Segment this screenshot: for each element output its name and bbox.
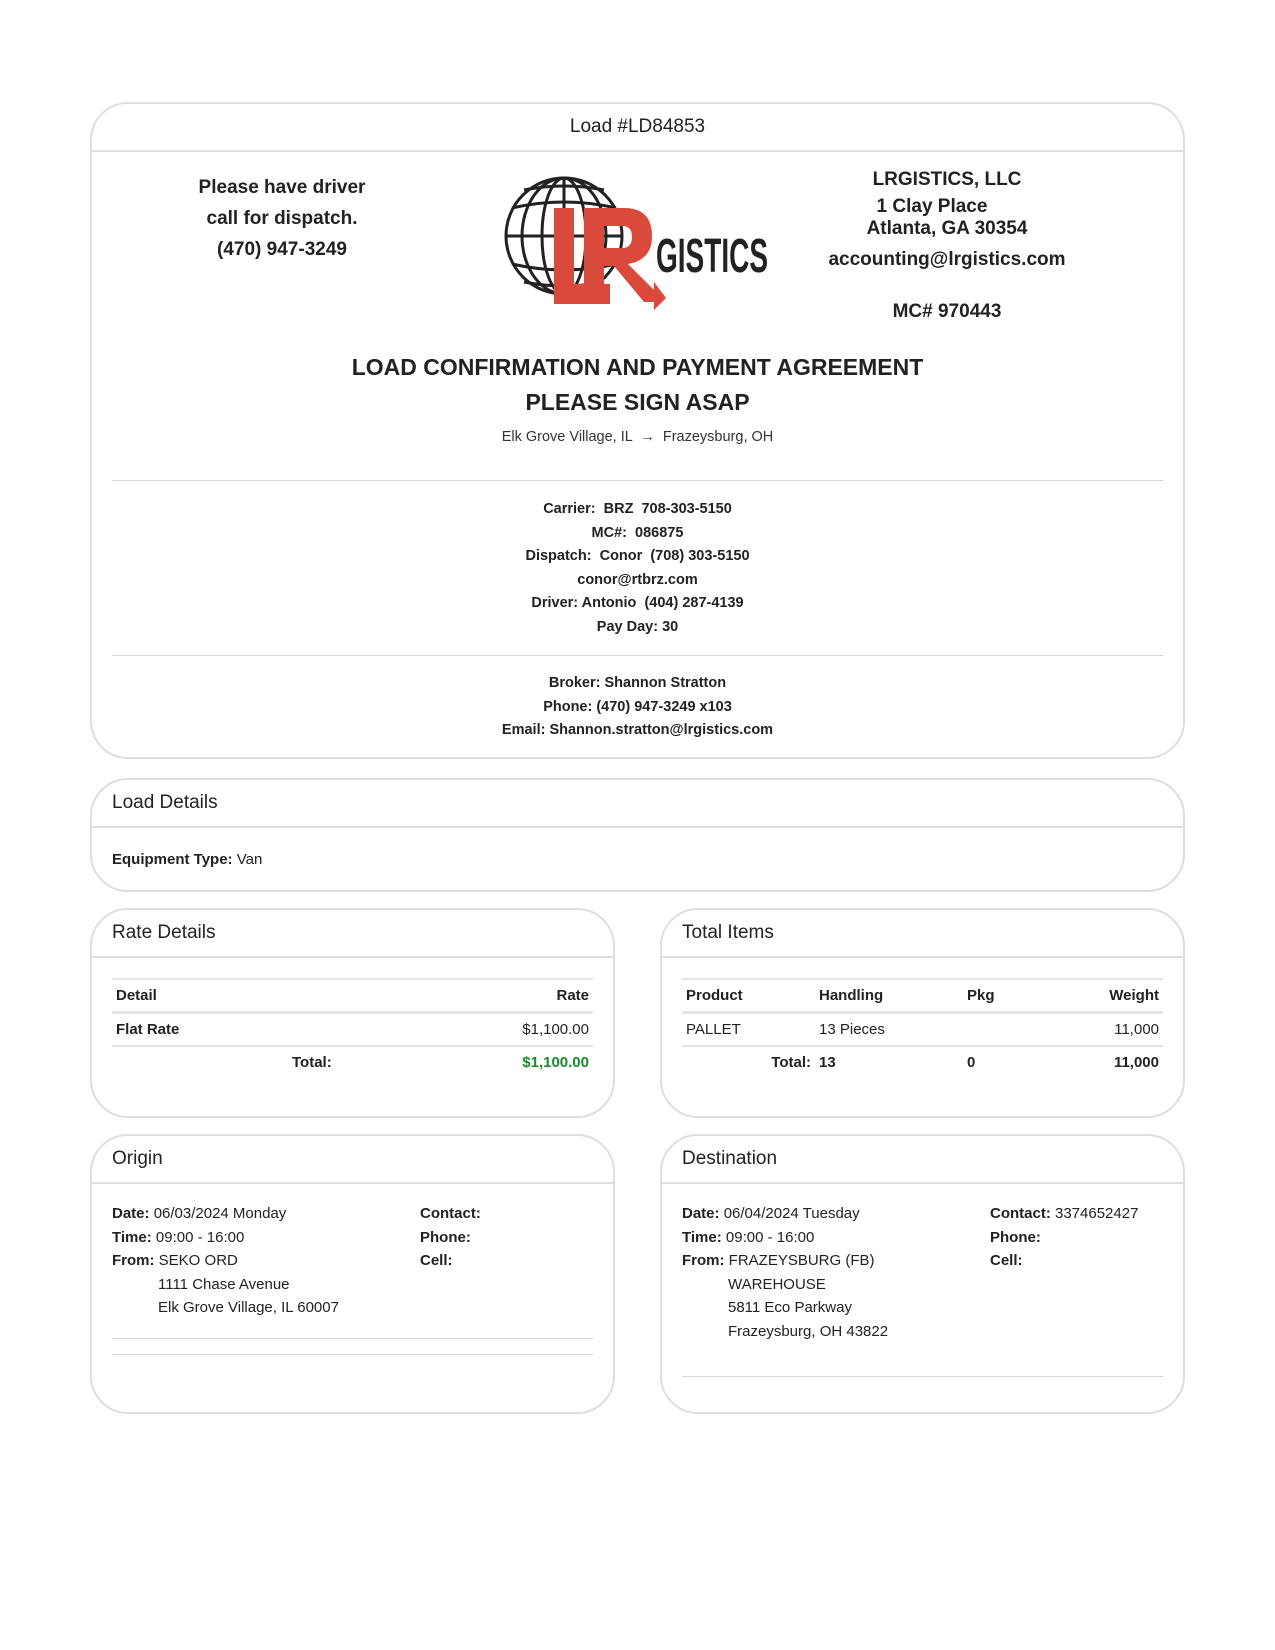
destination-time xyxy=(682,1226,888,1250)
company-logo xyxy=(504,172,774,312)
arrow-right-icon: → xyxy=(640,429,655,445)
destination-phone-label: Phone: xyxy=(990,1228,1041,1246)
col-pkg: Pkg xyxy=(963,979,1039,1013)
origin-cell xyxy=(420,1249,481,1273)
company-info xyxy=(822,164,1072,328)
items-table-wrap xyxy=(682,978,1163,1078)
col-rate: Rate xyxy=(473,979,593,1013)
origin-contact-label: Contact: xyxy=(420,1205,481,1222)
destination-date-value: 06/04/2024 Tuesday xyxy=(723,1205,860,1222)
carrier-info xyxy=(92,498,1183,639)
col-handling: Handling xyxy=(815,979,963,1013)
carrier-email: conor@rtbrz.com xyxy=(577,571,698,588)
dispatch-note xyxy=(182,172,382,265)
total-row xyxy=(112,1046,593,1078)
destination-address-line0: WAREHOUSE xyxy=(728,1275,826,1293)
table-header-row xyxy=(112,979,593,1013)
destination-time-value: 09:00 - 16:00 xyxy=(725,1228,815,1246)
origin-contact xyxy=(420,1202,481,1226)
origin-cell-label: Cell: xyxy=(420,1252,453,1269)
carrier-payday: Pay Day: 30 xyxy=(596,618,679,635)
dispatch-note-line2: call for dispatch. xyxy=(206,208,358,229)
load-details-title: Load Details xyxy=(92,780,1183,828)
origin-address-line1: 1111 Chase Avenue xyxy=(158,1275,290,1293)
destination-contact xyxy=(990,1202,1138,1226)
equipment-type xyxy=(112,848,262,872)
carrier-dispatch: Dispatch: Conor (708) 303-5150 xyxy=(525,548,750,564)
pkg-cell xyxy=(963,1013,1039,1047)
col-weight: Weight xyxy=(1039,979,1163,1013)
destination-date-label: Date: xyxy=(682,1205,720,1222)
table-row xyxy=(682,1013,1163,1047)
destination-cell xyxy=(990,1249,1138,1273)
divider xyxy=(112,1354,593,1355)
broker-info xyxy=(92,672,1183,743)
origin-time xyxy=(112,1226,339,1250)
destination-contact-value: 3374652427 xyxy=(1055,1205,1139,1222)
company-address-line2: Atlanta, GA 30354 xyxy=(866,218,1028,239)
logo-text: GISTICS xyxy=(656,230,768,283)
destination-date xyxy=(682,1202,888,1226)
broker-name: Broker: Shannon Stratton xyxy=(548,675,727,691)
destination-card xyxy=(660,1134,1185,1414)
equipment-type-label: Equipment Type: xyxy=(112,851,233,868)
company-name: LRGISTICS, LLC xyxy=(872,169,1022,190)
origin-from-value: SEKO ORD xyxy=(158,1252,238,1269)
carrier-name-phone: Carrier: BRZ 708-303-5150 xyxy=(543,501,732,517)
origin-phone xyxy=(420,1226,481,1250)
rate-details-title: Rate Details xyxy=(92,910,613,958)
origin-card xyxy=(90,1134,615,1414)
rate-value-cell: $1,100.00 xyxy=(473,1013,593,1047)
destination-from-label: From: xyxy=(682,1252,725,1269)
product-cell: PALLET xyxy=(682,1013,815,1047)
carrier-mc: MC#: 086875 xyxy=(591,524,684,541)
divider xyxy=(112,655,1163,656)
route xyxy=(92,429,1183,445)
total-items-card xyxy=(660,908,1185,1118)
weight-cell: 11,000 xyxy=(1039,1013,1163,1047)
broker-email: Email: Shannon.stratton@lrgistics.com xyxy=(501,722,774,738)
destination-from-value: FRAZEYSBURG (FB) xyxy=(728,1252,875,1269)
origin-right xyxy=(420,1202,481,1273)
total-weight: 11,000 xyxy=(1113,1054,1159,1071)
destination-time-label: Time: xyxy=(682,1228,722,1246)
company-email: accounting@lrgistics.com xyxy=(828,249,1066,270)
rate-table-wrap xyxy=(112,978,593,1078)
col-detail: Detail xyxy=(112,979,473,1013)
origin-title: Origin xyxy=(92,1136,613,1184)
rate-detail-cell: Flat Rate xyxy=(112,1013,473,1047)
total-label: Total: xyxy=(771,1054,811,1071)
rate-details-card xyxy=(90,908,615,1118)
origin-address-line2: Elk Grove Village, IL 60007 xyxy=(158,1299,339,1316)
total-pkg: 0 xyxy=(967,1054,976,1071)
broker-phone: Phone: (470) 947-3249 x103 xyxy=(543,698,732,715)
handling-cell: 13 Pieces xyxy=(815,1013,963,1047)
agreement-subtitle: PLEASE SIGN ASAP xyxy=(525,389,750,415)
load-number-header xyxy=(92,104,1183,152)
total-items-title: Total Items xyxy=(662,910,1183,958)
table-row xyxy=(112,1013,593,1047)
divider xyxy=(682,1376,1163,1377)
destination-contact-label: Contact: xyxy=(990,1205,1051,1222)
table-header-row xyxy=(682,979,1163,1013)
total-value: $1,100.00 xyxy=(522,1054,589,1071)
agreement-title: LOAD CONFIRMATION AND PAYMENT AGREEMENT xyxy=(351,354,924,380)
origin-date xyxy=(112,1202,339,1226)
origin-phone-label: Phone: xyxy=(420,1228,471,1246)
company-mc-number: MC# 970443 xyxy=(892,301,1002,322)
company-address-line1: 1 Clay Place xyxy=(876,196,988,217)
carrier-driver: Driver: Antonio (404) 287-4139 xyxy=(531,595,744,611)
total-handling: 13 xyxy=(819,1054,836,1071)
origin-from xyxy=(112,1249,339,1273)
route-origin: Elk Grove Village, IL xyxy=(501,429,633,445)
total-row xyxy=(682,1046,1163,1078)
divider xyxy=(112,480,1163,481)
destination-cell-label: Cell: xyxy=(990,1252,1023,1269)
origin-date-label: Date: xyxy=(112,1205,150,1222)
origin-time-label: Time: xyxy=(112,1228,152,1246)
origin-from-label: From: xyxy=(112,1252,155,1269)
destination-phone xyxy=(990,1226,1138,1250)
destination-title: Destination xyxy=(662,1136,1183,1184)
dispatch-phone: (470) 947-3249 xyxy=(217,239,347,260)
dispatch-note-line1: Please have driver xyxy=(198,177,366,198)
items-table xyxy=(682,978,1163,1078)
origin-date-value: 06/03/2024 Monday xyxy=(153,1205,287,1222)
destination-address-line2: Frazeysburg, OH 43822 xyxy=(728,1322,889,1340)
destination-address-line1: 5811 Eco Parkway xyxy=(728,1299,852,1316)
destination-right xyxy=(990,1202,1138,1273)
route-destination: Frazeysburg, OH xyxy=(662,429,774,445)
divider xyxy=(112,1338,593,1339)
destination-from xyxy=(682,1249,888,1273)
destination-left xyxy=(682,1202,888,1343)
rate-table xyxy=(112,978,593,1078)
globe-logo-icon xyxy=(504,172,774,312)
origin-time-value: 09:00 - 16:00 xyxy=(155,1228,245,1246)
total-label: Total: xyxy=(292,1054,332,1071)
load-details-card xyxy=(90,778,1185,892)
col-product: Product xyxy=(682,979,815,1013)
load-number: Load #LD84853 xyxy=(569,116,706,137)
load-header-card xyxy=(90,102,1185,759)
equipment-type-value: Van xyxy=(236,851,263,868)
origin-left xyxy=(112,1202,339,1320)
